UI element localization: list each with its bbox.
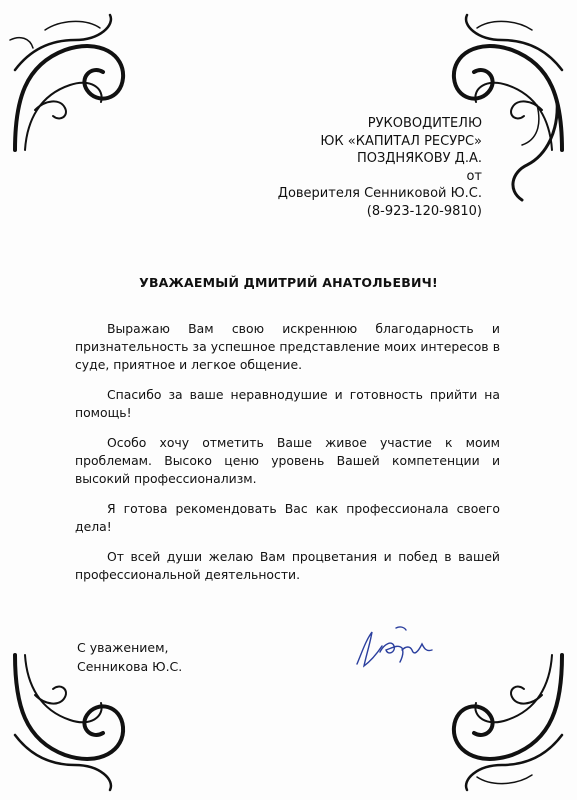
paragraph: Спасибо за ваше неравнодушие и готовность прийти на помощь! [75, 387, 500, 420]
closing-regards: С уважением, [77, 640, 169, 655]
letter-body [75, 320, 500, 596]
recipient-company: ЮК «КАПИТАЛ РЕСУРС» [320, 133, 482, 149]
closing-block [77, 638, 182, 676]
paragraph: Я готова рекомендовать Вас как профессионала своего дела! [75, 501, 500, 534]
recipient-title: РУКОВОДИТЕЛЮ [367, 116, 482, 131]
paragraph: От всей души желаю Вам процветания и побед в вашей профессиональной деятельности. [75, 549, 500, 582]
sender-from: от [466, 168, 482, 184]
paragraph: Выражаю Вам свою искреннюю благодарность и признательность за успешное представление моих интересов в суде, приятное и легкое общение. [75, 321, 500, 372]
sender-phone: (8-923-120-9810) [366, 203, 482, 219]
corner-ornament-top-left [5, 10, 155, 160]
side-ornament-right [467, 100, 567, 210]
recipient-block [278, 115, 482, 220]
paragraph: Особо хочу отметить Ваше живое участие к моим проблемам. Высоко ценю уровень Вашей компетенции и высокий профессионализм. [75, 435, 500, 486]
closing-signatory: Сенникова Ю.С. [77, 659, 183, 674]
recipient-name: ПОЗДНЯКОВУ Д.А. [356, 151, 482, 166]
sender-name: Доверителя Сенниковой Ю.С. [277, 186, 482, 201]
handwritten-signature [352, 622, 437, 672]
corner-ornament-bottom-right [422, 645, 572, 795]
salutation-heading: УВАЖАЕМЫЙ ДМИТРИЙ АНАТОЛЬЕВИЧ! [139, 275, 438, 290]
